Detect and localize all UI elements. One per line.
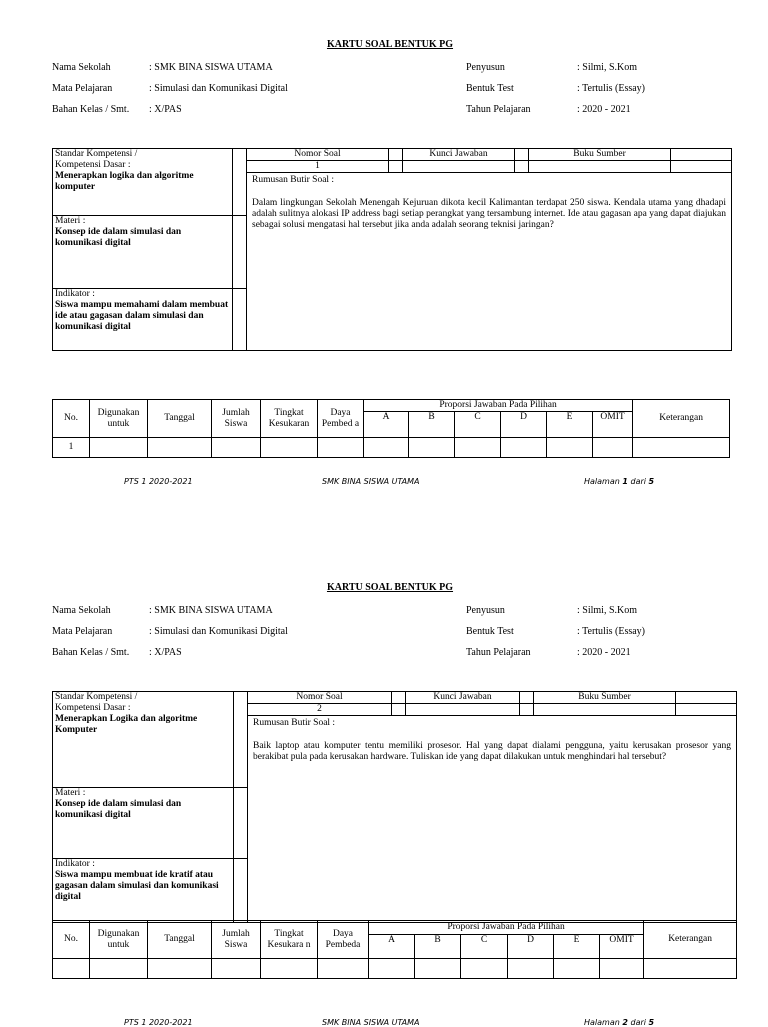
footer-left: PTS 1 2020-2021 (124, 1018, 193, 1027)
col-jumlah: Jumlah Siswa (212, 400, 261, 438)
rumusan-label: Rumusan Butir Soal : (253, 718, 336, 728)
opt-a: A (369, 935, 415, 959)
card-title: KARTU SOAL BENTUK PG (326, 582, 454, 593)
analysis-table (52, 399, 730, 458)
materi-label: Materi : (55, 216, 86, 226)
col-no: No. (53, 921, 90, 959)
meta-label: Bentuk Test (466, 83, 514, 94)
meta-label: Bahan Kelas / Smt. (52, 104, 130, 115)
footer-center: SMK BINA SISWA UTAMA (322, 1018, 420, 1027)
col-digunakan: Digunakan untuk (90, 921, 148, 959)
meta-label: Nama Sekolah (52, 605, 111, 616)
buku-label: Buku Sumber (529, 149, 671, 161)
meta-label: Mata Pelajaran (52, 626, 113, 637)
indikator-value: Siswa mampu membuat ide kratif atau gagasan dalam simulasi dan komunikasi digital (55, 870, 219, 902)
nomor-soal: 2 (248, 704, 392, 716)
meta-value: : Simulasi dan Komunikasi Digital (149, 83, 288, 94)
rumusan-cell (247, 173, 732, 351)
footer-left: PTS 1 2020-2021 (124, 477, 193, 486)
meta-value: : Tertulis (Essay) (577, 626, 645, 637)
col-keterangan: Keterangan (633, 400, 730, 438)
page-of: dari (630, 1018, 646, 1027)
opt-b: B (409, 412, 455, 438)
kd-label: Kompetensi Dasar : (55, 160, 131, 170)
nomor-soal-label: Nomor Soal (248, 692, 392, 704)
opt-omit: OMIT (600, 935, 644, 959)
meta-value: : Silmi, S.Kom (577, 62, 638, 73)
rumusan-text: Baik laptop atau komputer tentu memiliki prosesor. Hal yang dapat dialami pengguna, yaitu kerusakan prosesor yang berakibat pula pada kerusakan hardware. Tuliskan ide yang dapat dilakukan untuk menghindari hal tersebut? (253, 741, 731, 762)
page-prefix: Halaman (584, 1018, 620, 1027)
meta-value: : SMK BINA SISWA UTAMA (149, 605, 273, 616)
main-table (52, 148, 732, 351)
opt-e: E (554, 935, 600, 959)
page-prefix: Halaman (584, 477, 620, 486)
buku-label: Buku Sumber (534, 692, 676, 704)
meta-value: : Tertulis (Essay) (577, 83, 645, 94)
page-total: 5 (648, 1018, 655, 1027)
card-title: KARTU SOAL BENTUK PG (326, 39, 454, 50)
materi-cell (53, 788, 234, 859)
indikator-cell (53, 859, 234, 923)
meta-value: : Silmi, S.Kom (577, 605, 638, 616)
opt-d: D (501, 412, 547, 438)
opt-a: A (364, 412, 409, 438)
meta-value: : SMK BINA SISWA UTAMA (149, 62, 273, 73)
materi-value: Konsep ide dalam simulasi dan komunikasi digital (55, 799, 182, 820)
kd-label: Kompetensi Dasar : (55, 703, 131, 713)
sk-label: Standar Kompetensi / (55, 692, 138, 702)
footer-page (584, 1018, 654, 1027)
meta-label: Nama Sekolah (52, 62, 111, 73)
meta-label: Mata Pelajaran (52, 83, 113, 94)
col-tanggal: Tanggal (148, 400, 212, 438)
col-jumlah: Jumlah Siswa (212, 921, 261, 959)
col-proporsi: Proporsi Jawaban Pada Pilihan (369, 921, 644, 935)
footer-center: SMK BINA SISWA UTAMA (322, 477, 420, 486)
meta-value: : 2020 - 2021 (577, 647, 631, 658)
nomor-soal: 1 (247, 161, 389, 173)
meta-label: Bentuk Test (466, 626, 514, 637)
col-proporsi: Proporsi Jawaban Pada Pilihan (364, 400, 633, 412)
indikator-label: Indikator : (55, 289, 95, 299)
col-tingkat: Tingkat Kesukara n (261, 921, 318, 959)
meta-value: : 2020 - 2021 (577, 104, 631, 115)
opt-c: C (455, 412, 501, 438)
indikator-cell (53, 289, 233, 351)
meta-value: : X/PAS (149, 104, 182, 115)
materi-cell (53, 216, 233, 289)
page-of: dari (630, 477, 646, 486)
kd-value: Menerapkan logika dan algoritme komputer (55, 171, 194, 192)
col-no: No. (53, 400, 90, 438)
opt-d: D (508, 935, 554, 959)
meta-label: Penyusun (466, 605, 505, 616)
page-number: 1 (622, 477, 628, 486)
kunci-label: Kunci Jawaban (406, 692, 520, 704)
opt-omit: OMIT (593, 412, 633, 438)
materi-label: Materi : (55, 788, 86, 798)
footer-page (584, 477, 654, 486)
opt-b: B (415, 935, 461, 959)
rumusan-label: Rumusan Butir Soal : (252, 175, 335, 185)
rumusan-text: Dalam lingkungan Sekolah Menengah Kejuruan dikota kecil Kalimantan terdapat 250 siswa. Kendala utama yang dhadapi adalah sulitnya alokasi IP address bagi setiap perangkat yang tersambung internet. Ide atau gagasan apa yang dapat diajukan sebagai solusi mengatasi hal tersebut jika anda adalah seorang teknisi jaringan? (252, 198, 726, 230)
meta-value: : X/PAS (149, 647, 182, 658)
kd-cell (53, 149, 233, 216)
opt-c: C (461, 935, 508, 959)
row-no: 1 (53, 438, 90, 458)
materi-value: Konsep ide dalam simulasi dan komunikasi digital (55, 227, 182, 248)
col-daya: Daya Pembeda (318, 921, 369, 959)
col-tingkat: Tingkat Kesukaran (261, 400, 318, 438)
page-total: 5 (648, 477, 655, 486)
opt-e: E (547, 412, 593, 438)
col-tanggal: Tanggal (148, 921, 212, 959)
meta-label: Bahan Kelas / Smt. (52, 647, 130, 658)
meta-label: Tahun Pelajaran (466, 647, 531, 658)
page-number: 2 (622, 1018, 628, 1027)
indikator-label: Indikator : (55, 859, 95, 869)
analysis-table (52, 920, 737, 979)
col-keterangan: Keterangan (644, 921, 737, 959)
indikator-value: Siswa mampu memahami dalam membuat ide atau gagasan dalam simulasi dan komunikasi digital (55, 300, 229, 332)
kd-cell (53, 692, 234, 788)
kd-value: Menerapkan Logika dan algoritme Komputer (55, 714, 198, 735)
kunci-label: Kunci Jawaban (403, 149, 515, 161)
col-daya: Daya Pembed a (318, 400, 364, 438)
row-no (53, 959, 90, 979)
meta-value: : Simulasi dan Komunikasi Digital (149, 626, 288, 637)
meta-label: Penyusun (466, 62, 505, 73)
meta-label: Tahun Pelajaran (466, 104, 531, 115)
main-table (52, 691, 737, 923)
sk-label: Standar Kompetensi / (55, 149, 138, 159)
rumusan-cell (248, 716, 737, 923)
nomor-soal-label: Nomor Soal (247, 149, 389, 161)
col-digunakan: Digunakan untuk (90, 400, 148, 438)
